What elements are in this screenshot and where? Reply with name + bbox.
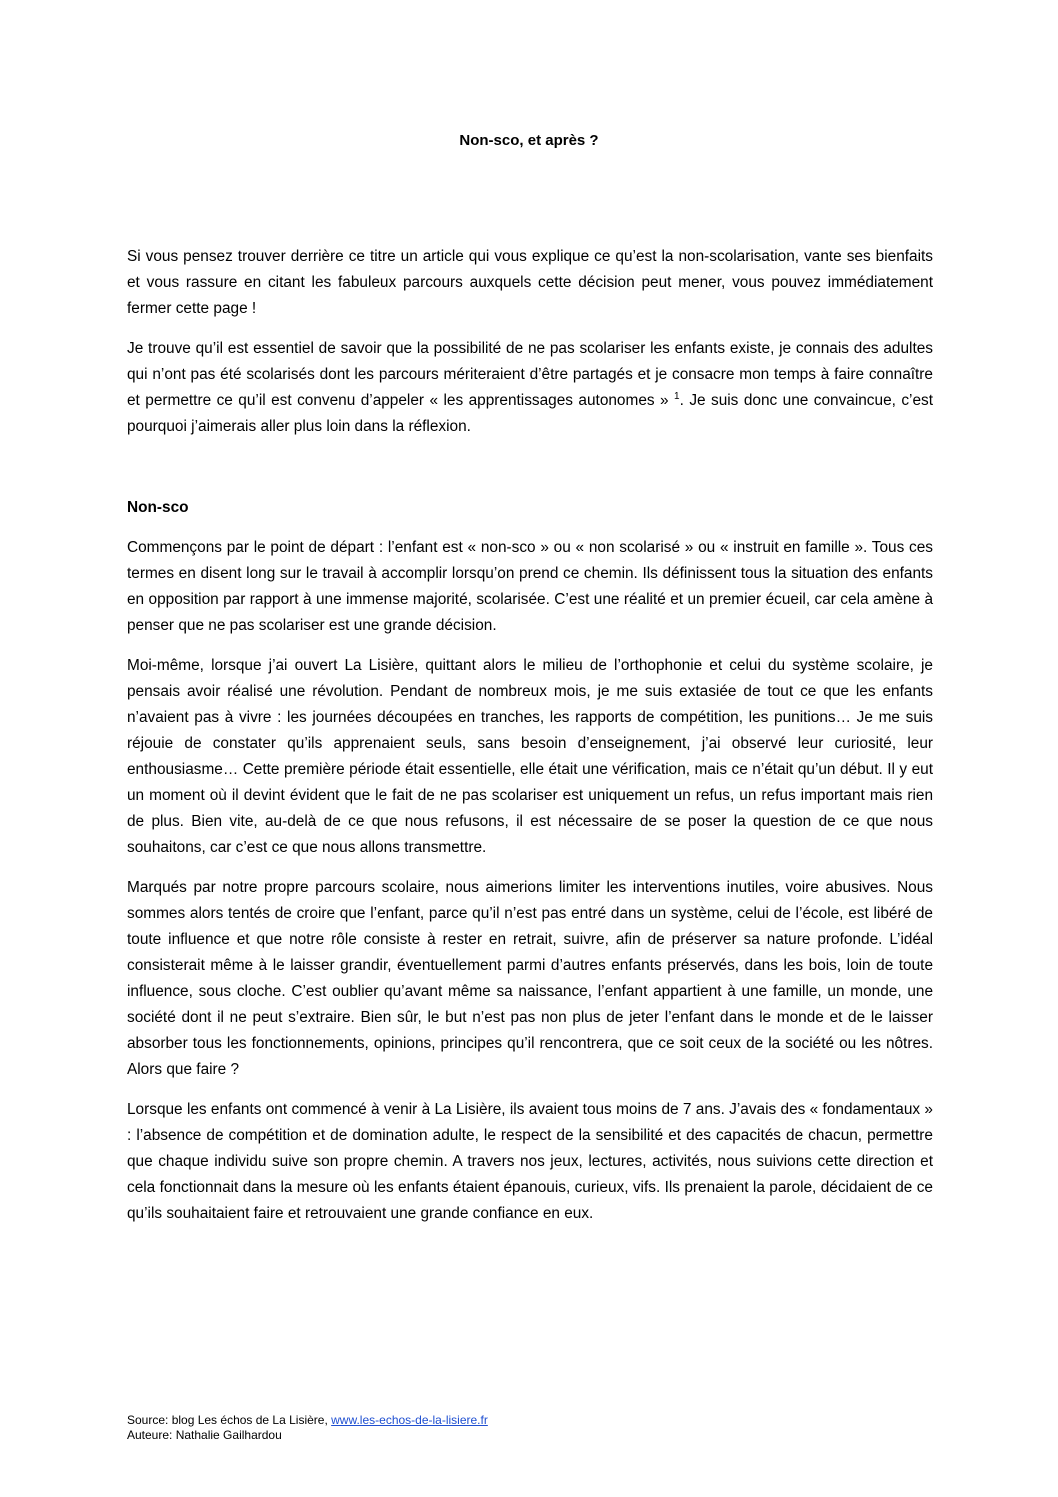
source-label: Source: blog Les échos de La Lisière, [127,1413,332,1427]
page-footer [127,1413,488,1443]
section-paragraph-1: Commençons par le point de départ : l’enfant est « non-sco » ou « non scolarisé » ou « instruit en famille ». Tous ces termes en disent long sur le travail à accomplir lorsqu’on prend ce chemin. Ils définissent tous la situation des enfants en opposition par rapport à une immense majorité, scolarisée. C’est une réalité et un premier écueil, car cela amène à penser que ne pas scolariser est une grande décision. [127,539,933,634]
intro-paragraph-1: Si vous pensez trouver derrière ce titre un article qui vous explique ce qu’est la non-scolarisation, vante ses bienfaits et vous rassure en citant les fabuleux parcours auxquels cette décision peut mener, vous pouvez immédiatement fermer cette page ! [127,248,933,317]
document-title: Non-sco, et après ? [459,132,599,149]
section-paragraph-2: Moi-même, lorsque j’ai ouvert La Lisière, quittant alors le milieu de l’orthophonie et celui du système scolaire, je pensais avoir réalisé une révolution. Pendant de nombreux mois, je me suis extasiée de tout ce que les enfants n’avaient pas à vivre : les journées découpées en tranches, les rapports de compétition, les punitions… Je me suis réjouie de constater qu’ils apprenaient seuls, sans besoin d’enseignement, j’ai observé leur curiosité, leur enthousiasme… Cette première période était essentielle, elle était une vérification, mais ce n’était qu’un début. Il y eut un moment où il devint évident que le fait de ne pas scolariser est uniquement un refus, un refus important mais rien de plus. Bien vite, au-delà de ce que nous refusons, il est nécessaire de se poser la question de ce que nous souhaitons, car c’est ce que nous allons transmettre. [127,657,933,856]
source-line [127,1413,488,1428]
section-block [127,495,933,1241]
section-heading: Non-sco [127,499,189,516]
intro-paragraph-2 [127,336,933,440]
section-paragraph-4: Lorsque les enfants ont commencé à venir à La Lisière, ils avaient tous moins de 7 ans. J’avais des « fondamentaux » : l’absence de compétition et de domination adulte, le respect de la sensibilité et des capacités de chacun, permettre que chaque individu suive son propre chemin. A travers nos jeux, lectures, activités, nous suivions cette direction et cela fonctionnait dans la mesure où les enfants étaient épanouis, curieux, vifs. Ils prenaient la parole, décidaient de ce qu’ils souhaitaient faire et retrouvaient une grande confiance en eux. [127,1101,933,1222]
section-paragraph-3: Marqués par notre propre parcours scolaire, nous aimerions limiter les interventions inutiles, voire abusives. Nous sommes alors tentés de croire que l’enfant, parce qu’il n’est pas entré dans un système, celui de l’école, est libéré de toute influence et que notre rôle consiste à rester en retrait, suivre, afin de préserver sa nature profonde. L’idéal consisterait même à le laisser grandir, éventuellement parmi d’autres enfants préservés, dans les bois, loin de toute influence, sous cloche. C’est oublier qu’avant même sa naissance, l’enfant appartient à une famille, un monde, une société dont il ne peut s’extraire. Bien sûr, le but n’est pas non plus de jeter l’enfant dans le monde et de le laisser absorber tous les fonctionnements, opinions, principes qu’il rencontrera, que ce soit ceux de la société ou les nôtres. Alors que faire ? [127,879,933,1078]
intro-block [127,244,933,454]
intro-paragraph-2-text: Je trouve qu’il est essentiel de savoir que la possibilité de ne pas scolariser les enfants existe, je connais des adultes qui n’ont pas été scolarisés dont les parcours mériteraient d’être partagés et je consacre mon temps à faire connaître et permettre ce qu’il est convenu d’appeler « les apprentissages autonomes » [127,340,933,409]
source-link[interactable]: www.les-echos-de-la-lisiere.fr [331,1413,488,1427]
author-line: Auteure: Nathalie Gailhardou [127,1428,282,1442]
footnote-reference[interactable]: 1 [674,390,680,402]
intro-paragraph-2-text-end: . Je suis donc une convaincue, c’est pourquoi j’aimerais aller plus loin dans la réflexion. [127,392,933,435]
